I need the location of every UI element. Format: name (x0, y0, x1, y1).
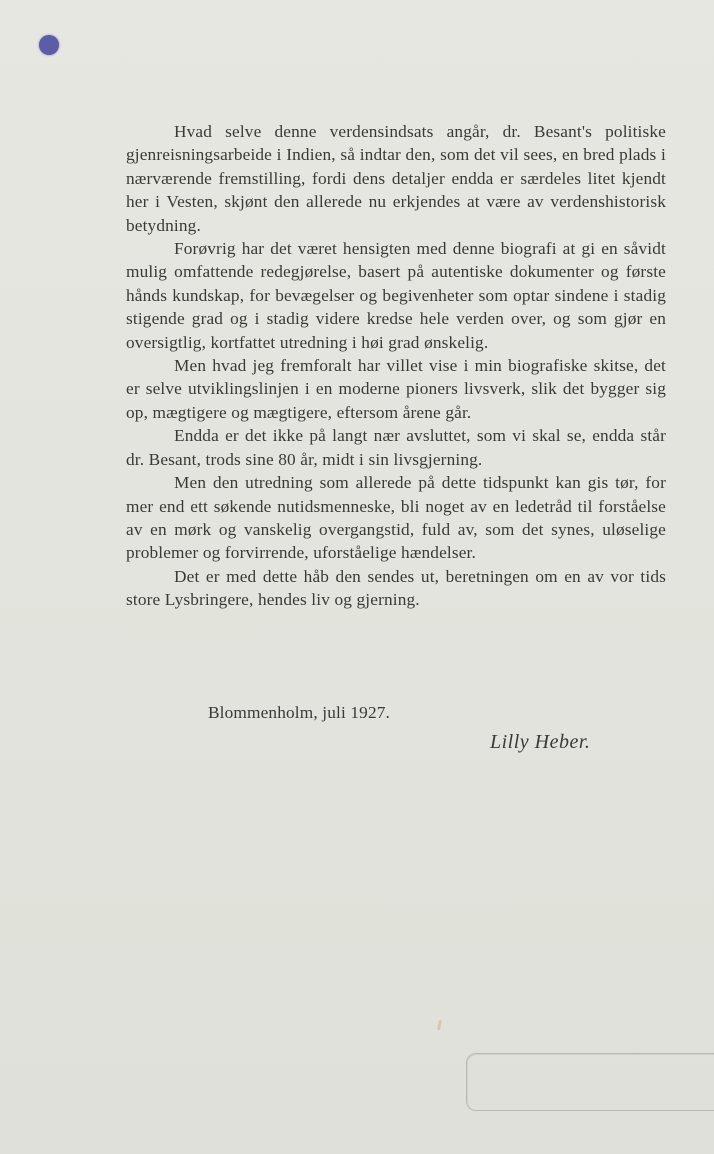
library-label-frame (466, 1053, 714, 1111)
paragraph-4: Endda er det ikke på langt nær avsluttet, som vi skal se, endda står dr. Besant, trods sine 80 år, midt i sin livsgjerning. (126, 426, 666, 469)
author-signature: Lilly Heber. (490, 731, 591, 753)
paragraph-6: Det er med dette håb den sendes ut, beretningen om en av vor tids store Lysbringere, hendes liv og gjerning. (126, 566, 666, 610)
place-and-date: Blommenholm, juli 1927. (208, 703, 391, 722)
paragraph-1: Hvad selve denne verdensindsats angår, dr. Besant's politiske gjenreisningsarbeide i Indien, så indtar den, som det vil sees, en bred plads i nærværende fremstilling, fordi dens detaljer endda er særdeles litet kjendt her i Vesten, skjønt den allerede nu erkjendes at være av verdenshistorisk betydning. (126, 122, 666, 235)
body-text (126, 120, 666, 612)
paper-blemish (437, 1020, 442, 1030)
binding-hole-mark (39, 35, 59, 55)
paragraph-5: Men den utredning som allerede på dette tidspunkt kan gis tør, for mer end ett søkende nutidsmenneske, bli noget av en ledetråd til forståelse av en mørk og vanskelig overgangstid, fuld av, som det synes, uløselige problemer og forvirrende, uforståelige hændelser. (126, 473, 666, 563)
paragraph-3: Men hvad jeg fremforalt har villet vise i min biografiske skitse, det er selve utviklingslinjen i en moderne pioners livsverk, slik det bygger sig op, mægtigere og mægtigere, eftersom årene går. (126, 356, 666, 422)
paragraph-2: Forøvrig har det været hensigten med denne biografi at gi en såvidt mulig omfattende redegjørelse, basert på autentiske dokumenter og første hånds kundskap, for bevægelser og begivenheter som optar sindene i stadig stigende grad og i stadig videre kredse hele verden over, og som gjør en oversigtlig, kortfattet utredning i høi grad ønskelig. (126, 239, 666, 352)
